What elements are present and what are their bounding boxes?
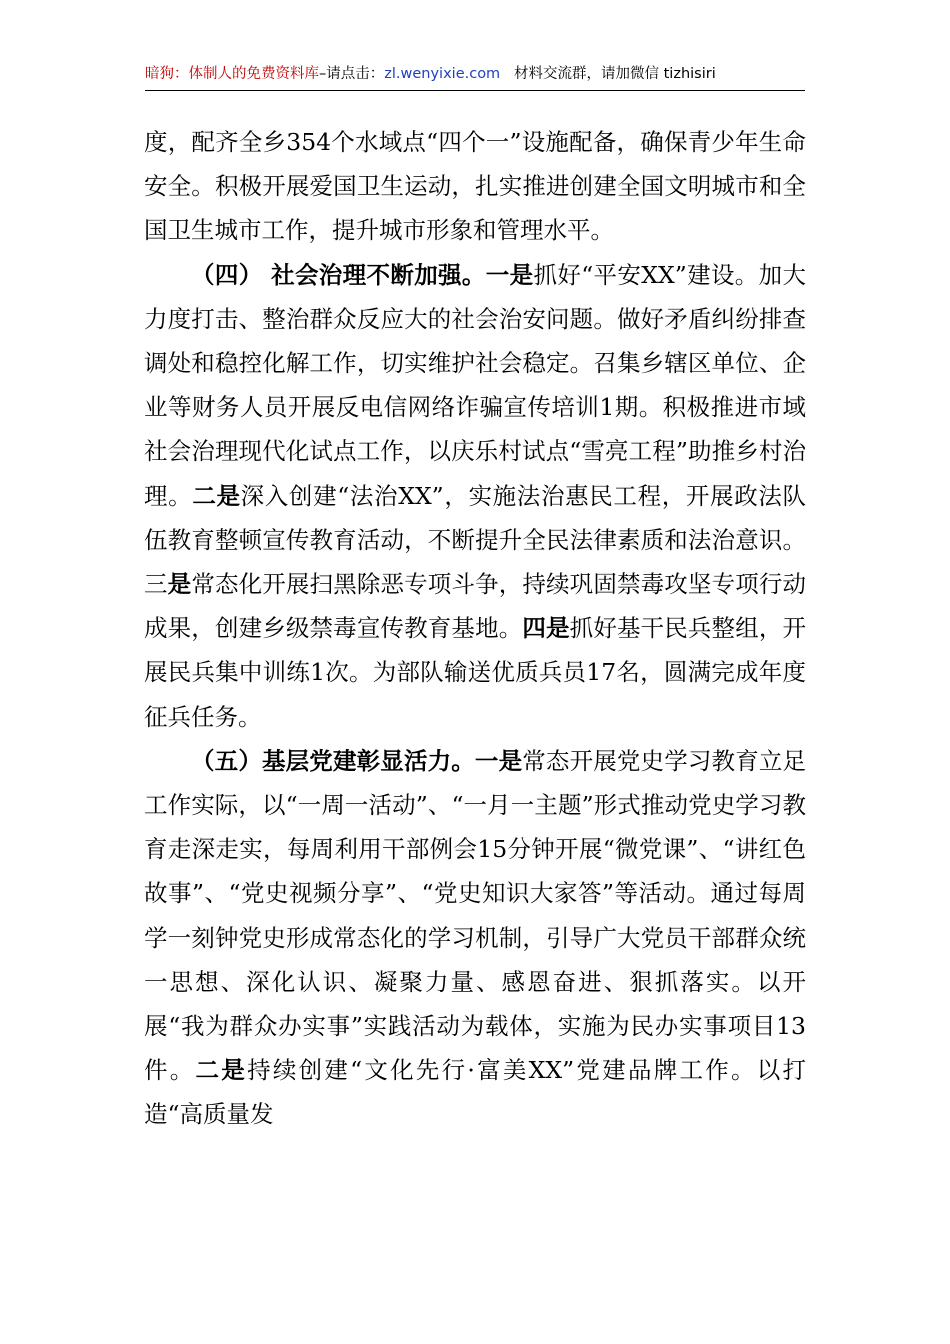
page-header <box>145 64 805 91</box>
paragraph-text: 抓好“平安XX”建设。加大力度打击、整治群众反应大的社会治安问题。做好矛盾纠纷排查调处和稳控化解工作，切实维护社会稳定。召集乡辖区单位、企业等财务人员开展反电信网络诈骗宣传培训1期。积极推进市域社会治理现代化试点工作，以庆乐村试点“雪亮工程”助推乡村治理。 <box>144 260 806 510</box>
paragraph-social-governance <box>144 253 806 739</box>
header-click-prefix: –请点击： <box>319 66 385 82</box>
keyword: 二是 <box>195 1056 248 1085</box>
keyword: 二是 <box>192 481 241 510</box>
header-contact: 材料交流群，请加微信 tizhisiri <box>514 66 716 82</box>
paragraph-text: 深入创建“法治XX”，实施法治惠民工程，开展政法队伍教育整顿宣传教育活动，不断提升全民法律素质和法治意识。三 <box>144 481 806 599</box>
keyword: 四是 <box>522 614 570 643</box>
section-heading-5: （五）基层党建彰显活力。 <box>191 746 475 775</box>
section-heading-4: （四） 社会治理不断加强。 <box>191 260 486 289</box>
keyword: 一是 <box>474 746 523 775</box>
paragraph-text: 常态开展党史学习教育立足工作实际，以“一周一活动”、“一月一主题”形式推动党史学习教育走深走实，每周利用干部例会15分钟开展“微党课”、“讲红色故事”、“党史视频分享”、“党史知识大家答”等活动。通过每周学一刻钟党史形成常态化的学习机制，引导广大党员干部群众统一思想、深化认识、凝聚力量、感恩奋进、狠抓落实。以开展“我为群众办实事”实践活动为载体，实施为民办实事项目13件。 <box>144 746 807 1085</box>
paragraph-party-building <box>144 739 806 1137</box>
paragraph-text: 持续创建“文化先行·富美XX”党建品牌工作。以打造“高质量发 <box>144 1056 807 1129</box>
paragraph-text: 常态化开展扫黑除恶专项斗争，持续巩固禁毒攻坚专项行动成果，创建乡级禁毒宣传教育基地。 <box>144 570 807 643</box>
paragraph-continuation: 度，配齐全乡354个水域点“四个一”设施配备，确保青少年生命安全。积极开展爱国卫生运动，扎实推进创建全国文明城市和全国卫生城市工作，提升城市形象和管理水平。 <box>144 128 806 245</box>
keyword: 是 <box>167 570 192 599</box>
keyword: 一是 <box>485 260 534 289</box>
paragraph-text: 抓好基干民兵整组，开展民兵集中训练1次。为部队输送优质兵员17名，圆满完成年度征兵任务。 <box>144 614 807 731</box>
header-brand: 暗狗：体制人的免费资料库 <box>145 66 319 82</box>
document-body <box>144 120 806 1137</box>
header-url-link[interactable]: zl.wenyixie.com <box>384 66 501 82</box>
